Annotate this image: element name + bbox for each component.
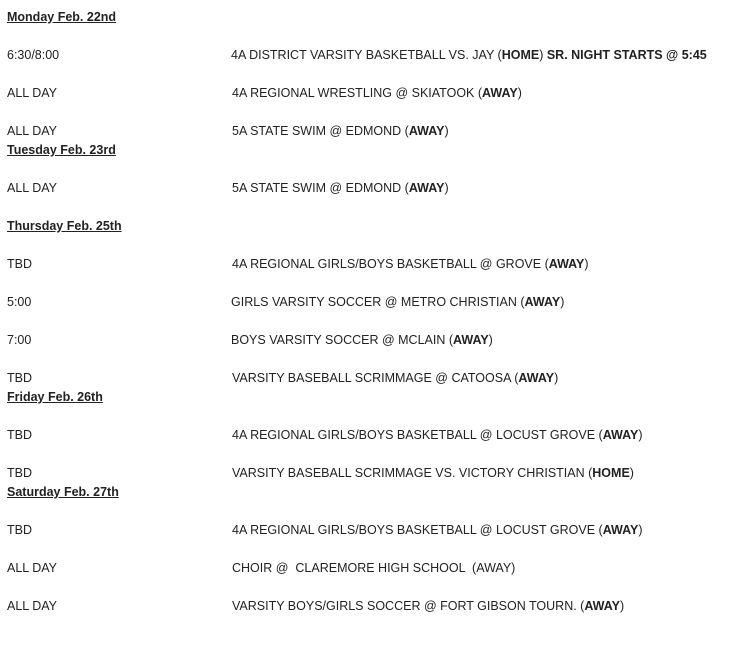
event-description xyxy=(231,295,564,309)
event-text-end: ) xyxy=(638,523,643,537)
event-time: TBD xyxy=(7,257,32,271)
event-time: TBD xyxy=(7,371,32,385)
event-time: ALL DAY xyxy=(7,599,58,613)
event-text-end: ) xyxy=(620,599,625,613)
event-time: 6:30/8:00 xyxy=(7,48,60,62)
event-location: AWAY xyxy=(548,257,585,271)
event-description xyxy=(232,86,522,100)
event-text-end: ) xyxy=(488,333,493,347)
event-time: ALL DAY xyxy=(7,181,58,195)
event-text-end: ) xyxy=(554,371,559,385)
event-text: VARSITY BASEBALL SCRIMMAGE @ CATOOSA ( xyxy=(232,371,519,385)
event-text: 4A REGIONAL GIRLS/BOYS BASKETBALL @ GROVE ( xyxy=(232,257,549,271)
day-heading-tuesday: Tuesday Feb. 23rd xyxy=(7,143,116,157)
event-text: VARSITY BASEBALL SCRIMMAGE VS. VICTORY CHRISTIAN ( xyxy=(232,466,593,480)
event-text: BOYS VARSITY SOCCER @ MCLAIN ( xyxy=(231,333,453,347)
event-location: AWAY xyxy=(602,428,639,442)
event-location: AWAY xyxy=(408,124,445,138)
event-text-end: ) xyxy=(517,86,522,100)
event-location: AWAY xyxy=(408,181,445,195)
event-description xyxy=(232,257,589,271)
event-text-end: ) xyxy=(560,295,565,309)
event-location: AWAY xyxy=(518,371,555,385)
event-description xyxy=(232,466,634,480)
event-time: 7:00 xyxy=(7,333,32,347)
event-text: 4A REGIONAL GIRLS/BOYS BASKETBALL @ LOCUST GROVE ( xyxy=(232,428,603,442)
event-description xyxy=(232,124,449,138)
event-description xyxy=(232,523,643,537)
event-description xyxy=(232,371,558,385)
event-text: VARSITY BOYS/GIRLS SOCCER @ FORT GIBSON TOURN. ( xyxy=(232,599,585,613)
event-location: AWAY xyxy=(602,523,639,537)
event-description xyxy=(231,48,707,62)
day-heading-friday: Friday Feb. 26th xyxy=(7,390,103,404)
event-text-end: ) xyxy=(584,257,589,271)
event-description xyxy=(232,599,624,613)
event-time: TBD xyxy=(7,428,32,442)
day-heading-monday: Monday Feb. 22nd xyxy=(7,10,117,24)
event-description xyxy=(232,428,643,442)
event-text-end: ) xyxy=(444,181,449,195)
event-text: 5A STATE SWIM @ EDMOND ( xyxy=(232,181,409,195)
day-heading-saturday: Saturday Feb. 27th xyxy=(7,485,119,499)
event-text-end: ) xyxy=(539,48,547,62)
event-description xyxy=(232,561,515,575)
event-time: 5:00 xyxy=(7,295,32,309)
event-text: 4A REGIONAL WRESTLING @ SKIATOOK ( xyxy=(232,86,483,100)
event-location: AWAY xyxy=(524,295,561,309)
event-time: ALL DAY xyxy=(7,561,58,575)
day-heading-thursday: Thursday Feb. 25th xyxy=(7,219,122,233)
event-location: HOME xyxy=(501,48,540,62)
event-text-end: ) xyxy=(629,466,634,480)
event-text-end: ) xyxy=(638,428,643,442)
event-text: 4A REGIONAL GIRLS/BOYS BASKETBALL @ LOCUST GROVE ( xyxy=(232,523,603,537)
event-note: SR. NIGHT STARTS @ 5:45 xyxy=(546,48,707,62)
event-time: TBD xyxy=(7,523,32,537)
event-time: TBD xyxy=(7,466,32,480)
event-text: GIRLS VARSITY SOCCER @ METRO CHRISTIAN ( xyxy=(231,295,525,309)
event-text-end: ) xyxy=(444,124,449,138)
event-time: ALL DAY xyxy=(7,124,58,138)
event-time: ALL DAY xyxy=(7,86,58,100)
event-location: AWAY xyxy=(482,86,518,100)
event-text: 5A STATE SWIM @ EDMOND ( xyxy=(232,124,409,138)
event-description xyxy=(232,181,449,195)
event-description xyxy=(231,333,493,347)
event-location: HOME xyxy=(592,466,630,480)
event-location: AWAY xyxy=(584,599,621,613)
event-text: CHOIR @ CLAREMORE HIGH SCHOOL (AWAY) xyxy=(232,561,516,575)
event-text: 4A DISTRICT VARSITY BASKETBALL VS. JAY ( xyxy=(231,48,502,62)
event-location: AWAY xyxy=(453,333,489,347)
